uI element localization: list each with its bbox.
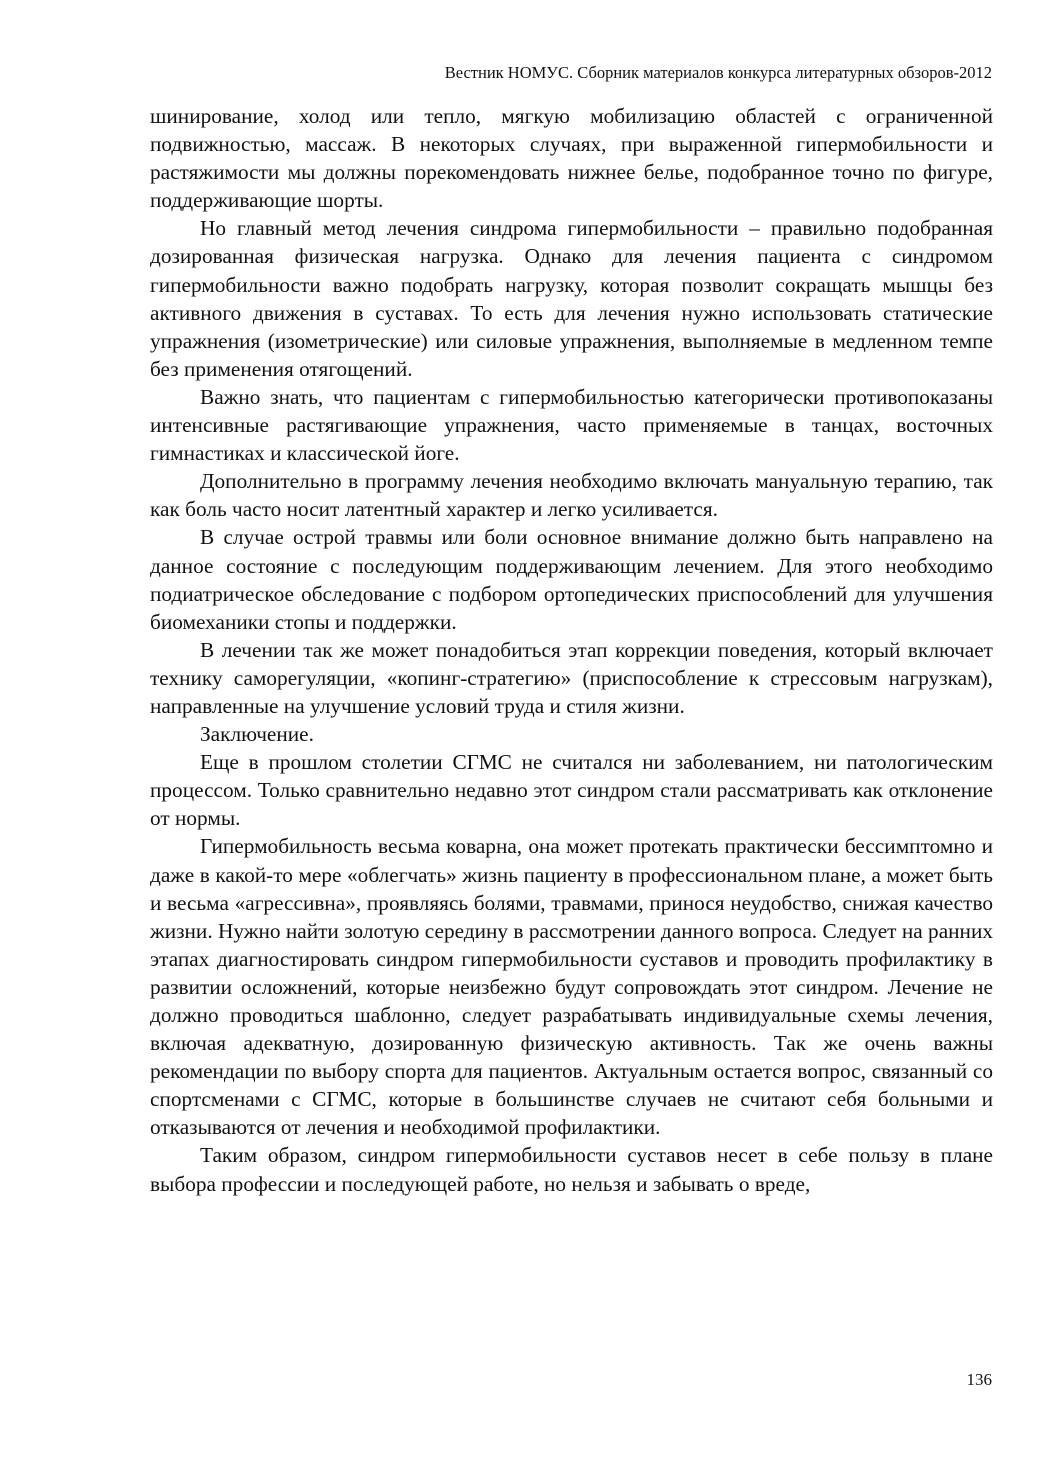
paragraph-acute-trauma: В случае острой травмы или боли основное внимание должно быть направлено на данное состояние с последующим поддерживающим лечением. Для этого необходимо подиатрическое обследование с подбором ортопедических приспособлений для улучшения биомеханики стопы и поддержки. <box>150 525 993 634</box>
paragraph-main-method: Но главный метод лечения синдрома гипермобильности – правильно подобранная дозированная физическая нагрузка. Однако для лечения пациента с синдромом гипермобильности важно подобрать нагрузку, которая позволит сокращать мышцы без активного движения в суставах. То есть для лечения нужно использовать статические упражнения (изометрические) или силовые упражнения, выполняемые в медленном темпе без применения отягощений. <box>150 216 993 381</box>
page-number: 136 <box>966 1370 992 1389</box>
paragraph-behavior-correction: В лечении так же может понадобиться этап коррекции поведения, который включает технику саморегуляции, «копинг-стратегию» (приспособление к стрессовым нагрузкам), направленные на улучшение условий труда и стиля жизни. <box>150 637 993 718</box>
paragraph-manual-therapy: Дополнительно в программу лечения необходимо включать мануальную терапию, так как боль часто носит латентный характер и легко усиливается. <box>150 469 993 522</box>
running-header: Вестник НОМУС. Сборник материалов конкурса литературных обзоров-2012 <box>444 63 992 82</box>
paragraph-continuation: шинирование, холод или тепло, мягкую мобилизацию областей с ограниченной подвижностью, массаж. В некоторых случаях, при выраженной гипермобильности и растяжимости мы должны порекомендовать нижнее белье, подобранное точно по фигуре, поддерживающие шорты. <box>150 104 993 213</box>
section-heading-conclusion: Заключение. <box>200 722 314 747</box>
paragraph-final: Таким образом, синдром гипермобильности суставов несет в себе пользу в плане выбора профессии и последующей работе, но нельзя и забывать о вреде, <box>150 1143 993 1196</box>
body-text <box>150 102 993 1198</box>
paragraph-contraindications: Важно знать, что пациентам с гипермобильностью категорически противопоказаны интенсивные растягивающие упражнения, часто применяемые в танцах, восточных гимнастиках и классической йоге. <box>150 384 993 466</box>
paragraph-last-century: Еще в прошлом столетии СГМС не считался ни заболеванием, ни патологическим процессом. Только сравнительно недавно этот синдром стали рассматривать как отклонение от нормы. <box>150 750 993 831</box>
paragraph-hypermobility-summary: Гипермобильность весьма коварна, она может протекать практически бессимптомно и даже в какой-то мере «облегчать» жизнь пациенту в профессиональном плане, а может быть и весьма «агрессивна», проявляясь болями, травмами, принося неудобство, снижая качество жизни. Нужно найти золотую середину в рассмотрении данного вопроса. Следует на ранних этапах диагностировать синдром гипермобильности суставов и проводить профилактику в развитии осложнений, которые неизбежно будут сопровождать этот синдром. Лечение не должно проводиться шаблонно, следует разрабатывать индивидуальные схемы лечения, включая адекватную, дозированную физическую активность. Так же очень важны рекомендации по выбору спорта для пациентов. Актуальным остается вопрос, связанный со спортсменами с СГМС, которые в большинстве случаев не считают себя больными и отказываются от лечения и необходимой профилактики. <box>150 834 993 1140</box>
